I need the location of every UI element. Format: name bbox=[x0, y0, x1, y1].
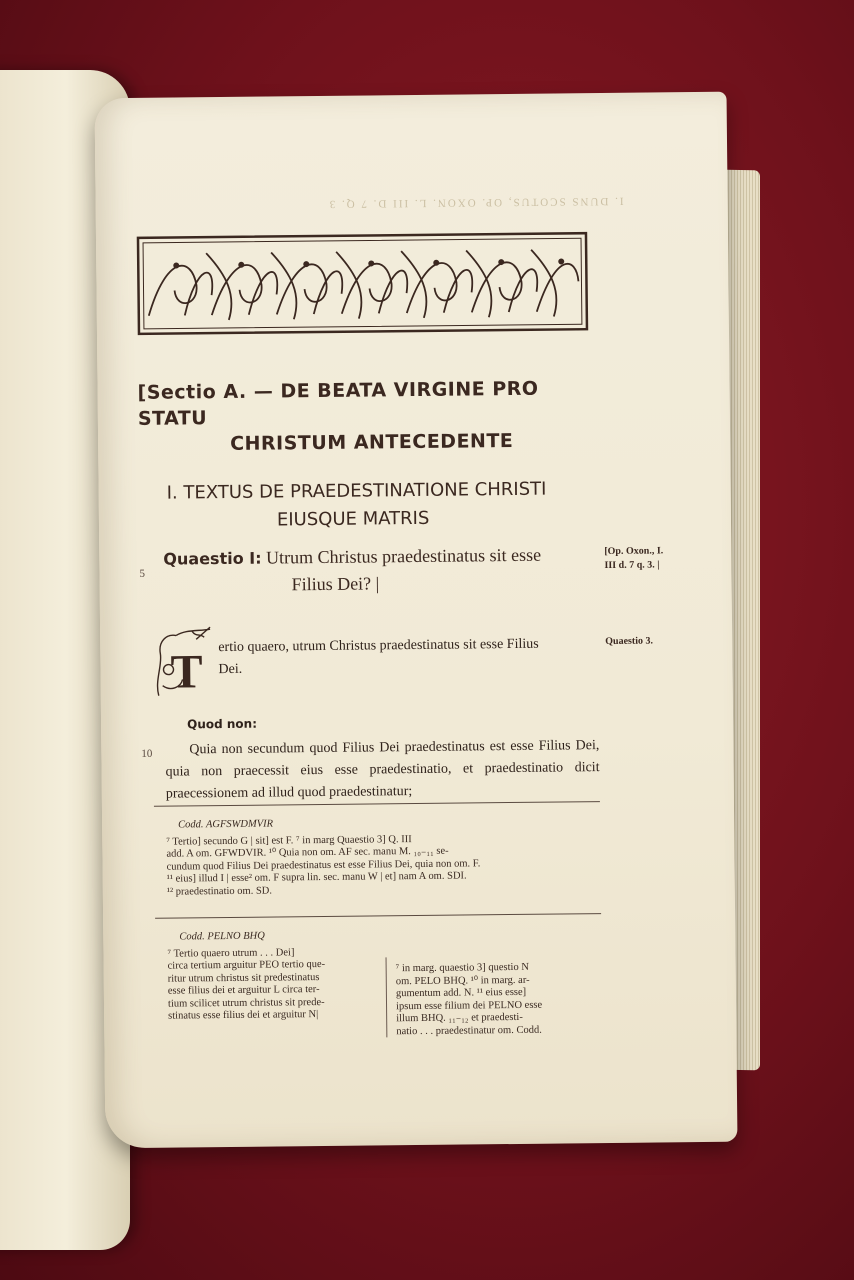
apparatus-1-line2: add. A om. GFWDVIR. ¹⁰ Quia non om. AF sec. manu M. ₁₀₋₁₁ se- bbox=[166, 845, 449, 860]
margin-reference: [Op. Oxon., I. III d. 7 q. 3. | bbox=[604, 545, 664, 572]
running-head: I. DUNS SCOTUS, OP. OXON. L. III D. 7 Q. 3 bbox=[327, 194, 624, 210]
apparatus-2-left bbox=[167, 929, 378, 1023]
apparatus-2-left-line: tium scilicet utrum christus sit prede- bbox=[167, 996, 325, 1010]
quaestio-label: Quaestio I: bbox=[163, 548, 262, 569]
chapter-heading-line1: I. TEXTUS DE PRAEDESTINATIONE CHRISTI bbox=[166, 478, 547, 504]
apparatus-1-title: Codd. AGFSWDMVIR bbox=[178, 818, 274, 831]
quaestio-heading bbox=[163, 541, 594, 598]
apparatus-2-left-line: esse filius dei et arguitur L circa ter- bbox=[167, 984, 320, 997]
apparatus-2-right-line: ⁷ in marg. quaestio 3] questio N bbox=[395, 961, 529, 975]
apparatus-1-line5: ¹² praedestinatio om. SD. bbox=[166, 885, 273, 898]
quaestio-line1: Utrum Christus praedestinatus sit esse bbox=[265, 544, 542, 568]
apparatus-1-line4: ¹¹ eius] illud I | esse² om. F supra lin. sec. manu W | et] nam A om. SDI. bbox=[166, 870, 467, 885]
margin-quaestio-3: Quaestio 3. bbox=[605, 635, 654, 648]
apparatus-rule-2 bbox=[155, 913, 601, 919]
chapter-heading-line2: EIUSQUE MATRIS bbox=[276, 507, 430, 531]
chapter-heading bbox=[167, 475, 618, 536]
apparatus-2-right-line: natio . . . praedestinatur om. Codd. bbox=[396, 1024, 542, 1037]
apparatus-2-left-line: stinatus esse filius dei et arguitur N| bbox=[168, 1009, 319, 1022]
paragraph-1-line2: Dei. bbox=[218, 661, 243, 678]
paragraph-2: Quia non secundum quod Filius Dei praedestinatus est esse Filius Dei, quia non praecessit eius esse praedestinatio, et praedestinatio dicit praecessionem ad illud quod praedestinatur; bbox=[165, 738, 600, 802]
paragraph-1-line1: ertio quaero, utrum Christus praedestinatus sit esse Filius bbox=[218, 636, 539, 656]
apparatus-2-right-line: gumentum add. N. ¹¹ eius esse] bbox=[395, 986, 527, 1000]
line-number-10: 10 bbox=[141, 747, 153, 760]
apparatus-2-right-line: ipsum esse filium dei PELNO esse bbox=[395, 999, 543, 1012]
apparatus-2-right bbox=[396, 961, 607, 1038]
apparatus-2-left-line: ritur utrum christus sit predestinatus bbox=[167, 971, 320, 985]
section-title bbox=[137, 375, 608, 458]
initial-letter: T bbox=[170, 645, 203, 699]
apparatus-2-title: Codd. PELNO BHQ bbox=[179, 930, 265, 943]
decorated-initial bbox=[152, 625, 217, 700]
apparatus-1 bbox=[166, 815, 607, 899]
section-title-line2: CHRISTUM ANTECEDENTE bbox=[230, 429, 514, 455]
section-title-line1: [Sectio A. — DE BEATA VIRGINE PRO STATU bbox=[137, 377, 539, 430]
line-number-5: 5 bbox=[139, 567, 146, 580]
paragraph-1 bbox=[218, 633, 598, 681]
apparatus-1-line1: ⁷ Tertio] secundo G | sit] est F. ⁷ in marg Quaestio 3] Q. III bbox=[166, 833, 412, 848]
quaestio-line2: Filius Dei? | bbox=[291, 573, 380, 595]
apparatus-2-left-line: circa tertium arguitur PEO tertio que- bbox=[167, 958, 326, 972]
apparatus-2-left-line: ⁷ Tertio quaero utrum . . . Dei] bbox=[167, 946, 295, 960]
book-page bbox=[95, 92, 738, 1149]
apparatus-2-right-line: om. PELO BHQ. ¹⁰ in marg. ar- bbox=[395, 974, 530, 987]
apparatus-column-divider bbox=[386, 957, 388, 1037]
quod-non-label: Quod non: bbox=[187, 716, 258, 732]
apparatus-2-right-line: illum BHQ. ₁₁₋₁₂ et praedesti- bbox=[396, 1011, 523, 1025]
ornamental-border bbox=[136, 231, 589, 336]
apparatus-1-line3: cundum quod Filius Dei praedestinatus est esse Filius Dei, quia non om. F. bbox=[166, 857, 481, 873]
